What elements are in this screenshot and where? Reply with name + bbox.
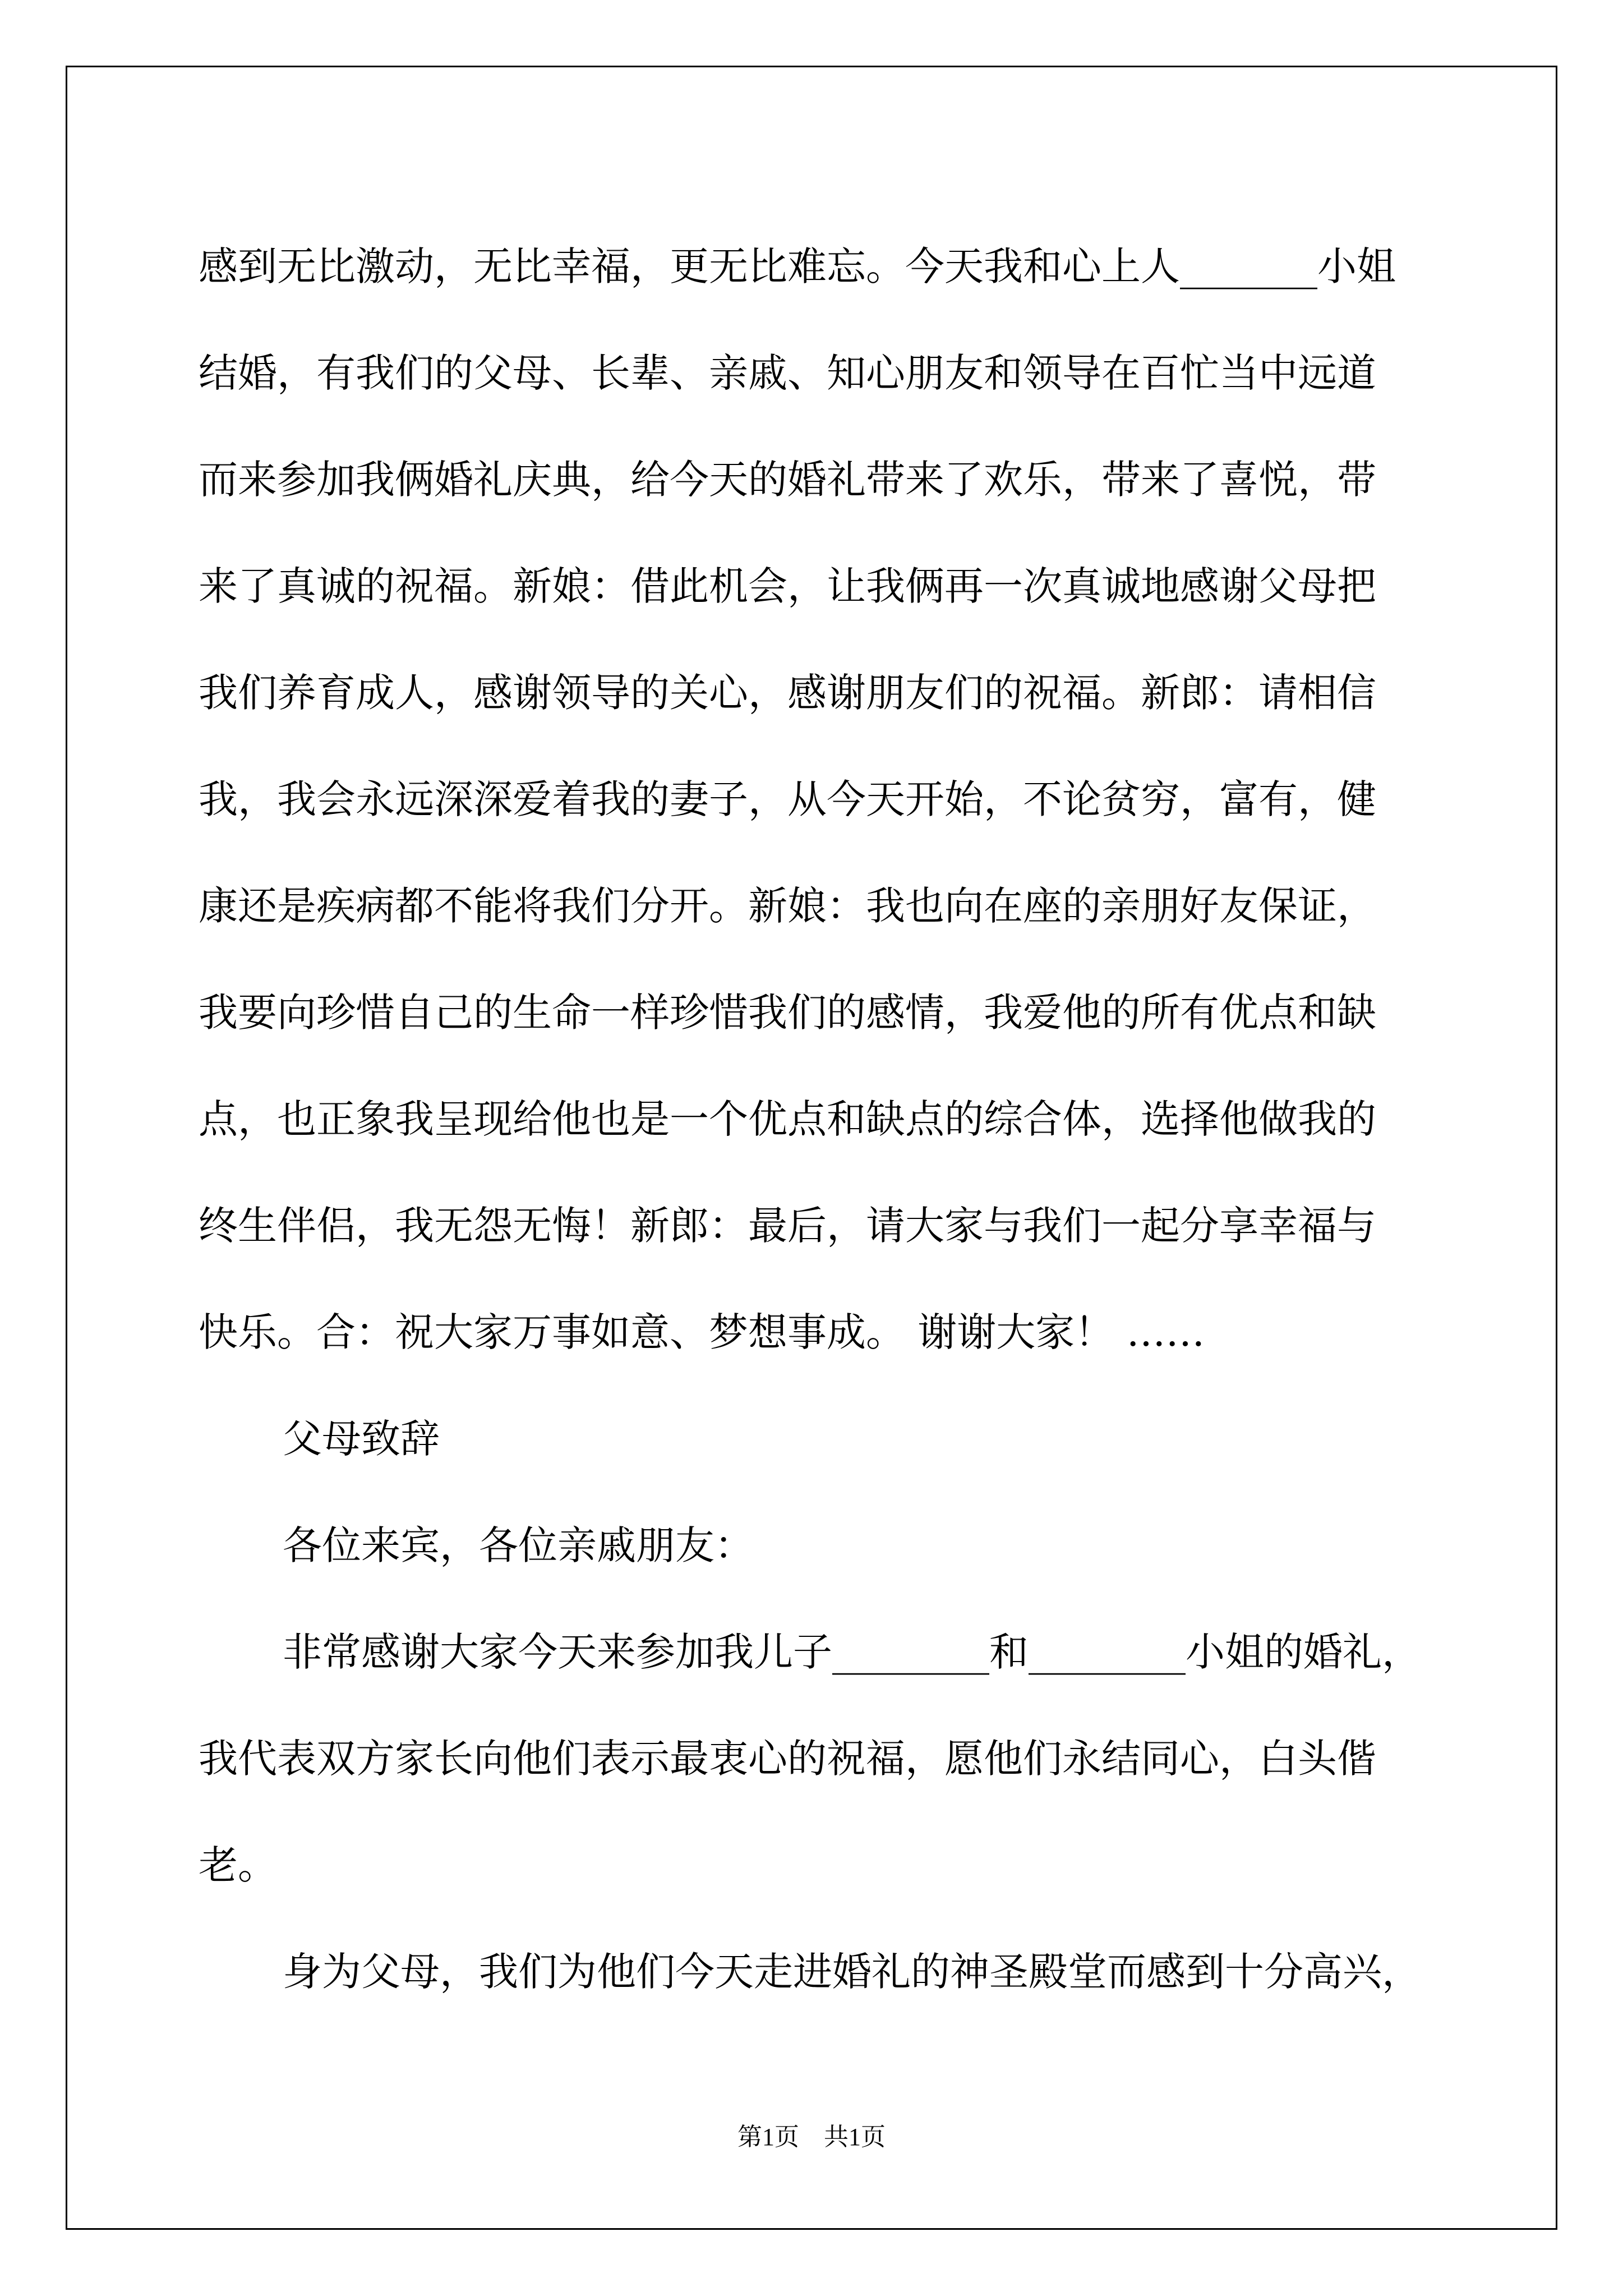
text-line: 点，也正象我呈现给他也是一个优点和缺点的综合体，选择他做我的 <box>199 1096 1376 1142</box>
page-footer <box>0 2120 1623 2154</box>
section-heading: 父母致辞 <box>283 1416 440 1462</box>
salutation: 各位来宾，各位亲戚朋友： <box>283 1522 754 1568</box>
text-line: 身为父母，我们为他们今天走进婚礼的神圣殿堂而感到十分高兴， <box>283 1949 1421 1995</box>
text-line: 来了真诚的祝福。新娘：借此机会，让我俩再一次真诚地感谢父母把 <box>199 563 1376 609</box>
text-line: 我，我会永远深深爱着我的妻子，从今天开始，不论贫穷，富有，健 <box>199 776 1376 822</box>
page-number-label: 第1页 共1页 <box>737 2123 886 2151</box>
text-line: 我们养育成人，感谢领导的关心，感谢朋友们的祝福。新郎：请相信 <box>199 670 1376 716</box>
text-line: 我要向珍惜自己的生命一样珍惜我们的感情，我爱他的所有优点和缺 <box>199 990 1376 1036</box>
text-line: 康还是疾病都不能将我们分开。新娘：我也向在座的亲朋好友保证， <box>199 883 1376 929</box>
text-line: 而来参加我俩婚礼庆典，给今天的婚礼带来了欢乐，带来了喜悦，带 <box>199 457 1376 503</box>
document-body <box>199 213 1424 2025</box>
text-line: 我代表双方家长向他们表示最衷心的祝福，愿他们永结同心，白头偕 <box>199 1736 1376 1782</box>
text-line: 快乐。合：祝大家万事如意、梦想事成。 谢谢大家！ …… <box>199 1309 1205 1355</box>
text-line: 结婚，有我们的父母、长辈、亲戚、知心朋友和领导在百忙当中远道 <box>199 350 1376 396</box>
text-line: 非常感谢大家今天来参加我儿子________和________小姐的婚礼， <box>283 1629 1421 1675</box>
text-line: 老。 <box>199 1842 277 1888</box>
text-line: 感到无比激动，无比幸福，更无比难忘。今天我和心上人_______小姐 <box>199 243 1396 289</box>
text-line: 终生伴侣，我无怨无悔！新郎：最后，请大家与我们一起分享幸福与 <box>199 1203 1376 1249</box>
